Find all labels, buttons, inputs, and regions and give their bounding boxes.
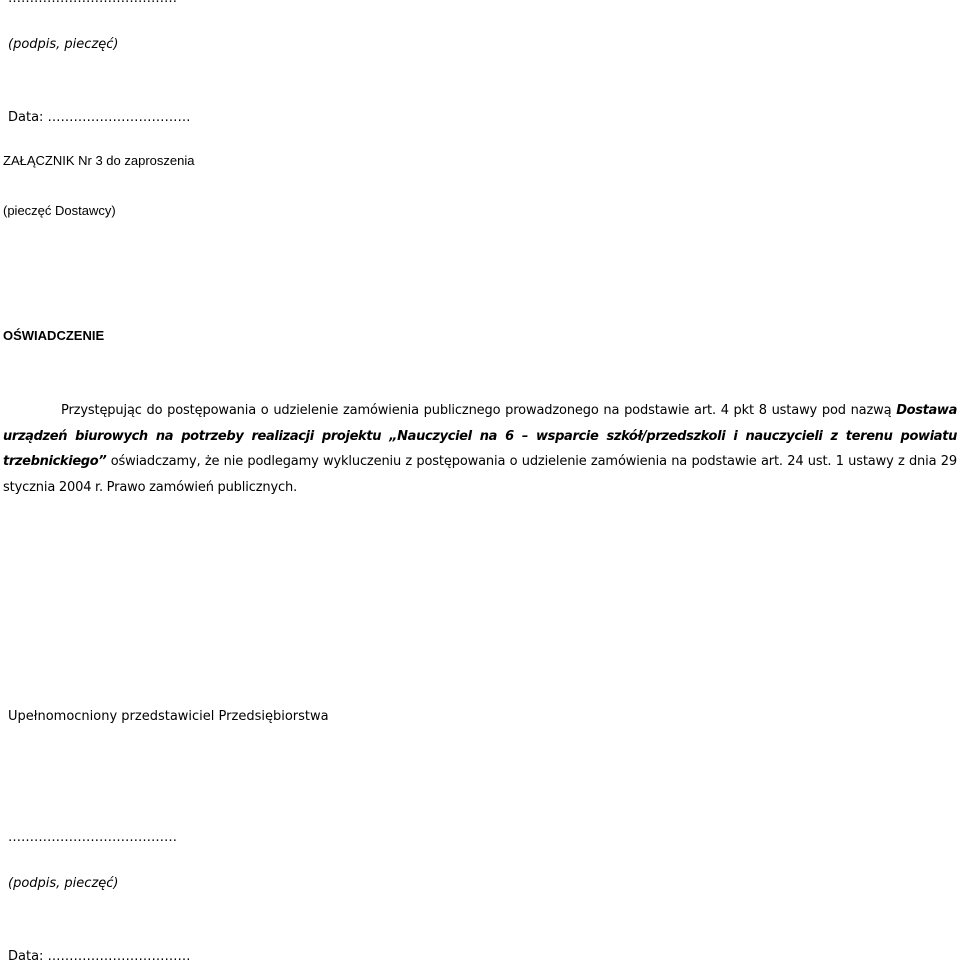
bottom-signature-dots: ………………………………… (8, 830, 177, 845)
statement-text-emphasis: Dostawa urządzeń biurowych na potrzeby realizacji projektu „Nauczyciel na 6 – wsparcie szkół/przedszkoli i nauczycieli z terenu powiatu trzebnickiego” (3, 403, 957, 469)
attachment-title: ZAŁĄCZNIK Nr 3 do zaproszenia (3, 153, 195, 168)
representative-label: Upełnomocniony przedstawiciel Przedsiębiorstwa (8, 709, 329, 724)
top-signature-caption: (podpis, pieczęć) (8, 37, 119, 52)
top-date-label: Data: …………………………… (8, 110, 191, 125)
top-signature-dots (8, 0, 177, 6)
statement-text-before: Przystępując do postępowania o udzielenie zamówienia publicznego prowadzonego na podstawie art. 4 pkt 8 ustawy pod nazwą (61, 403, 897, 418)
statement-heading: OŚWIADCZENIE (3, 328, 105, 343)
stamp-caption: (pieczęć Dostawcy) (3, 203, 116, 218)
statement-paragraph (3, 398, 957, 500)
bottom-date-label: Data: …………………………… (8, 949, 191, 964)
statement-text-after: oświadczamy, że nie podlegamy wykluczeniu z postępowania o udzielenie zamówienia na podstawie art. 24 ust. 1 ustawy z dnia 29 stycznia 2004 r. Prawo zamówień publicznych. (3, 454, 957, 495)
bottom-signature-caption: (podpis, pieczęć) (8, 876, 119, 891)
